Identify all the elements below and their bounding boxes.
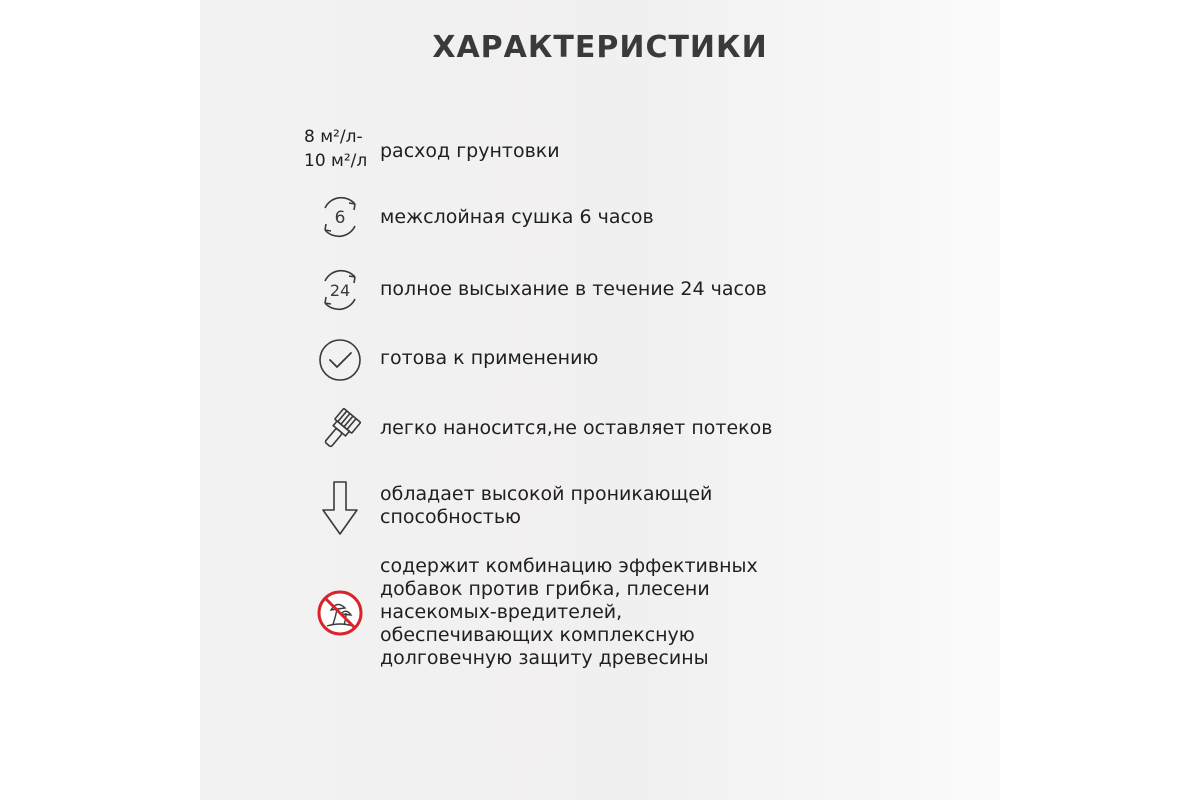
page-title: ХАРАКТЕРИСТИКИ bbox=[432, 30, 768, 65]
item-label: готова к применению bbox=[380, 347, 599, 369]
item-label: легко наносится,не оставляет потеков bbox=[380, 417, 773, 439]
item-label-line-5: долговечную защиту древесины bbox=[380, 647, 709, 669]
consumption-value-min: 8 м²/л- bbox=[304, 127, 363, 147]
item-label: полное высыхание в течение 24 часов bbox=[380, 278, 767, 300]
item-label-line-2: способностью bbox=[380, 506, 522, 528]
cycle-6-icon bbox=[315, 192, 365, 242]
arrow-down-icon bbox=[315, 478, 365, 538]
item-label: расход грунтовки bbox=[380, 140, 560, 162]
svg-text:24: 24 bbox=[329, 281, 351, 300]
item-label-line-2: добавок против грибка, плесени bbox=[380, 578, 710, 600]
cycle-24-icon bbox=[315, 265, 365, 315]
item-label-line-1: обладает высокой проникающей bbox=[380, 483, 713, 505]
brush-icon bbox=[315, 405, 365, 455]
consumption-value-max: 10 м²/л bbox=[304, 151, 368, 171]
no-fungus-icon bbox=[315, 588, 365, 638]
svg-text:6: 6 bbox=[334, 208, 346, 228]
check-circle-icon bbox=[315, 335, 365, 385]
item-label-line-3: насекомых-вредителей, bbox=[380, 601, 623, 623]
item-label: межслойная сушка 6 часов bbox=[380, 206, 654, 228]
characteristics-card bbox=[200, 0, 1000, 800]
item-label-line-1: содержит комбинацию эффективных bbox=[380, 555, 758, 577]
item-label-line-4: обеспечивающих комплексную bbox=[380, 624, 695, 646]
